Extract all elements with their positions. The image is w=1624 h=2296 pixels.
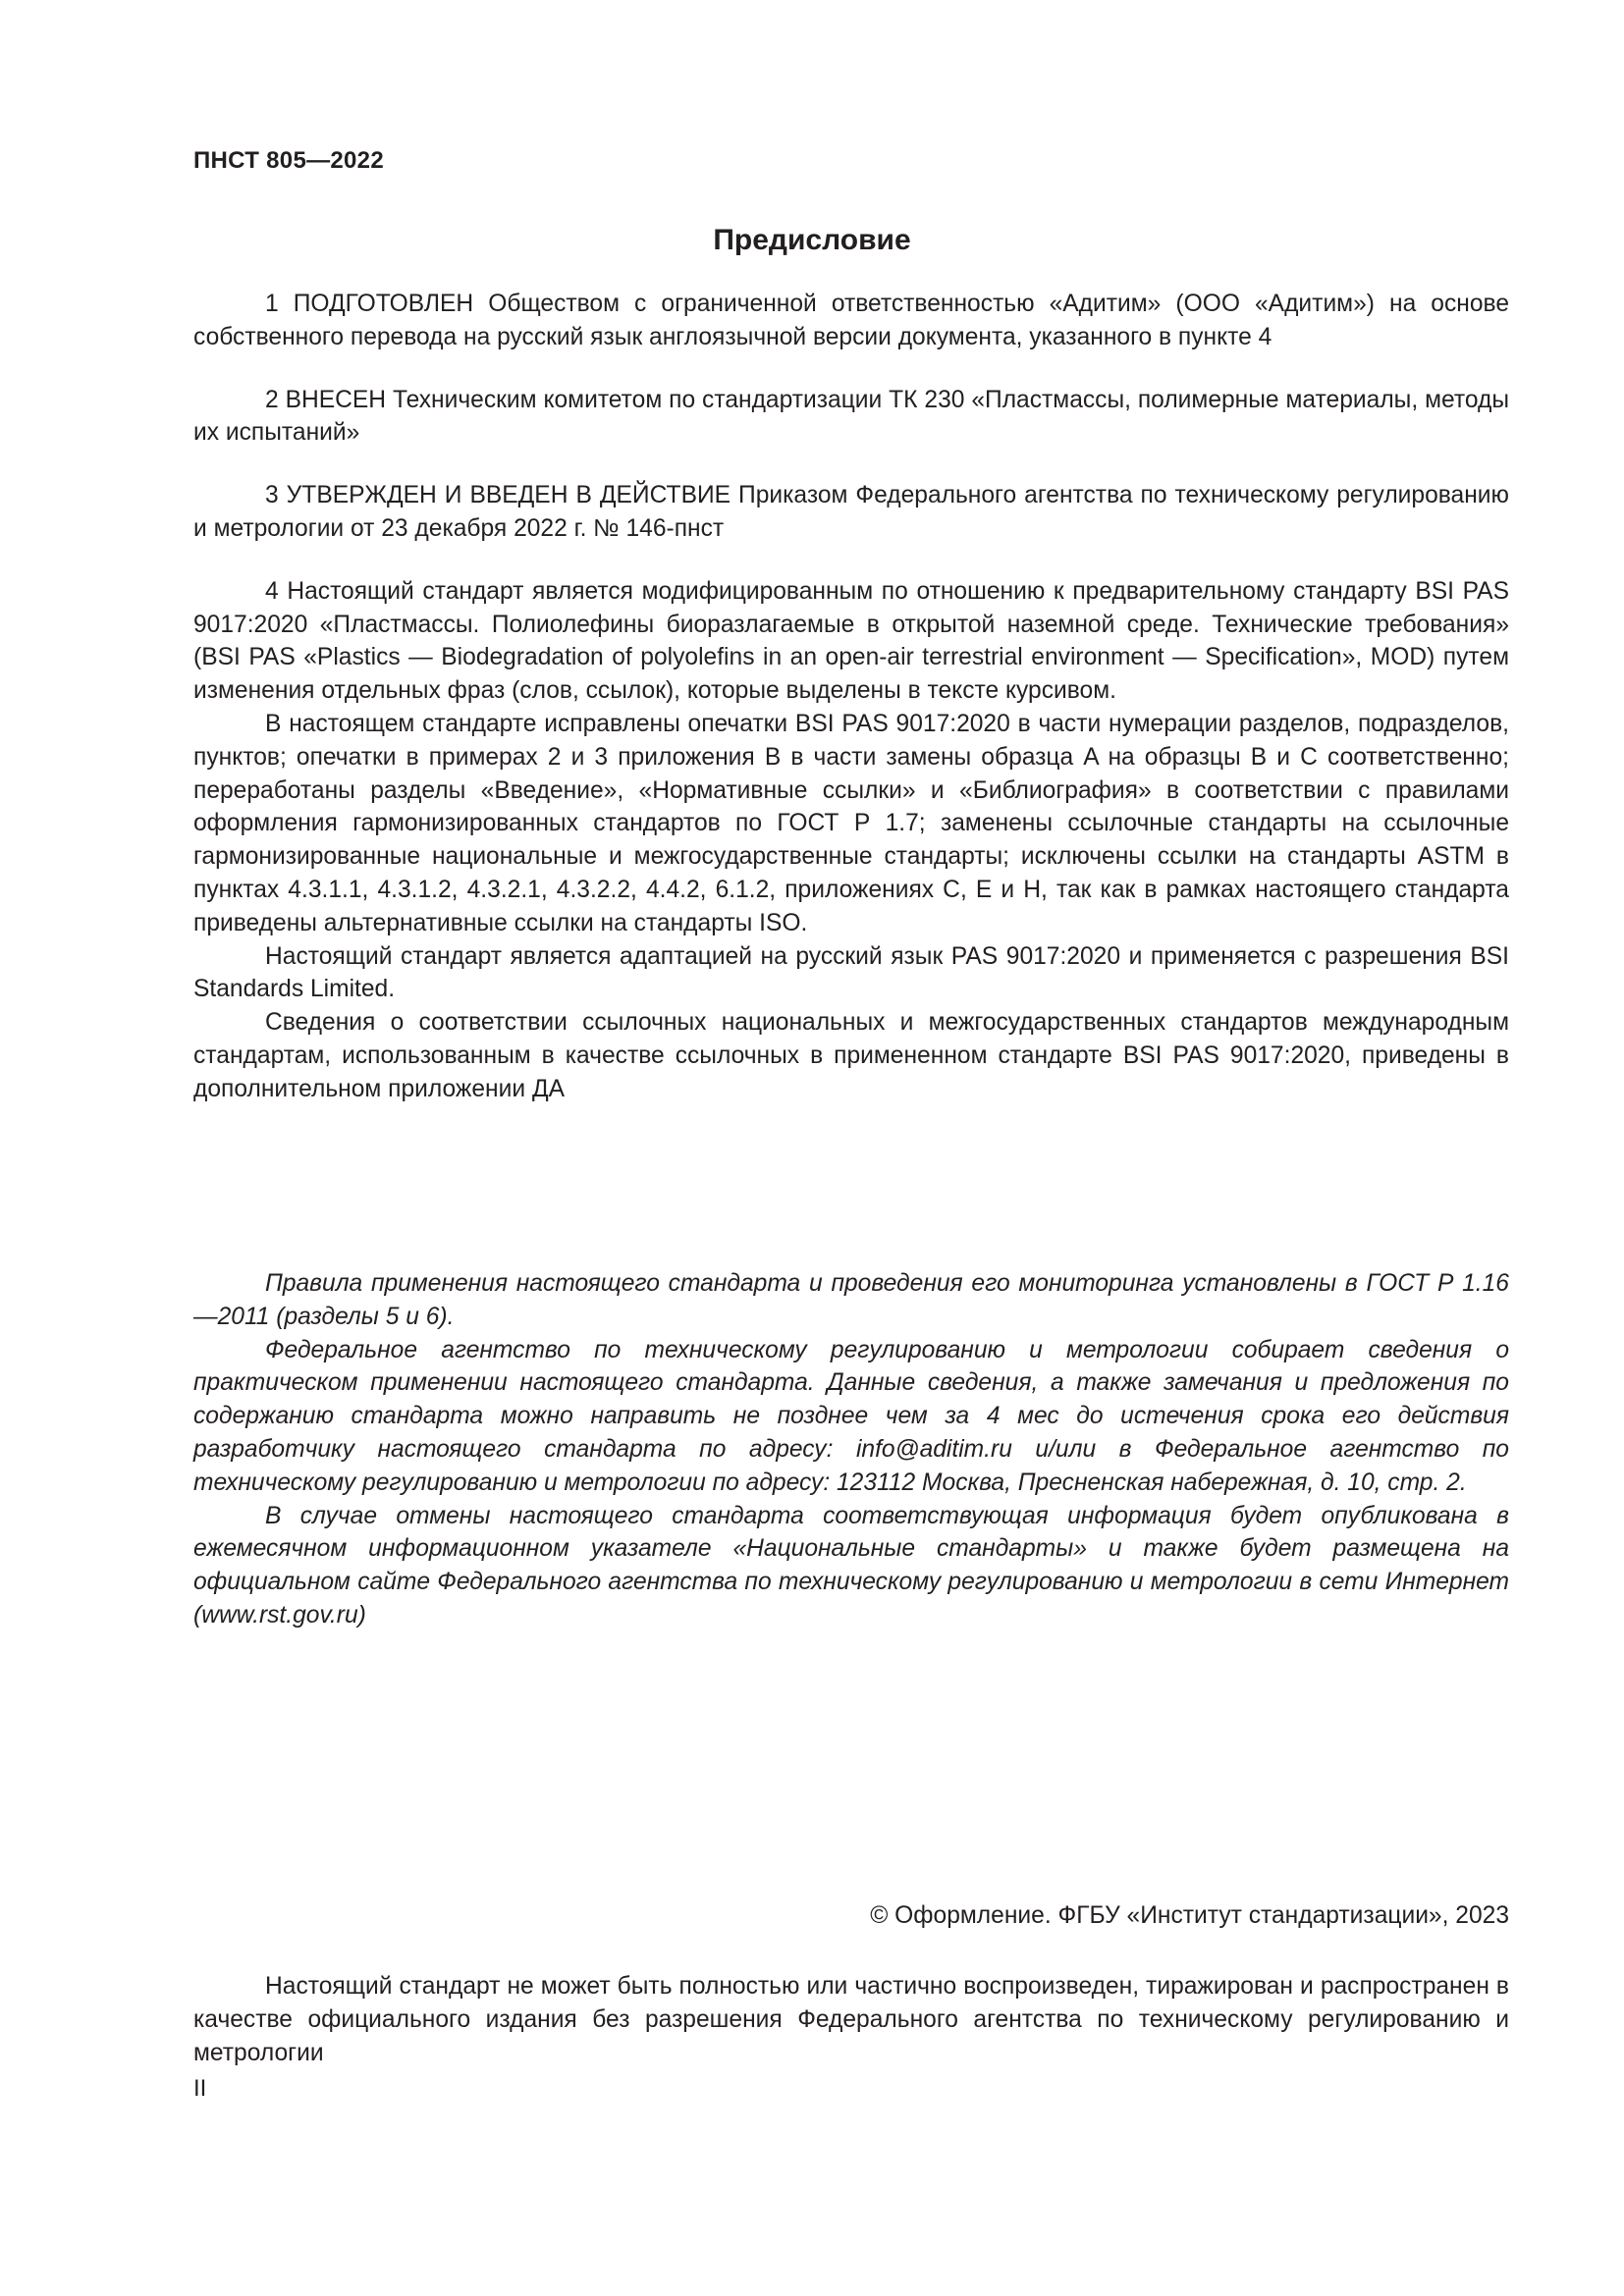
preface-item-2: 2 ВНЕСЕН Техническим комитетом по стандартизации ТК 230 «Пластмассы, полимерные материалы, методы их испытаний» — [193, 386, 1509, 447]
reproduction-restriction — [193, 1970, 1509, 2069]
preface-item-3: 3 УТВЕРЖДЕН И ВВЕДЕН В ДЕЙСТВИЕ Приказом Федерального агентства по техническому регулированию и метрологии от 23 декабря 2022 г. № 146-пнст — [193, 482, 1509, 542]
preface-paragraph-adaptation: Настоящий стандарт является адаптацией на русский язык PAS 9017:2020 и применяется с разрешения BSI Standards Limited. — [193, 942, 1509, 1003]
preface-paragraph-corrections: В настоящем стандарте исправлены опечатки BSI PAS 9017:2020 в части нумерации разделов, подразделов, пунктов; опечатки в примерах 2 и 3 приложения B в части замены образца A на образцы B и C соответственно; переработаны разделы «Введение», «Нормативные ссылки» и «Библиография» в соответствии с правилами оформления гармонизированных стандартов по ГОСТ Р 1.7; заменены ссылочные стандарты на ссылочные гармонизированные национальные и межгосударственные стандарты; исключены ссылки на стандарты ASTM в пунктах 4.3.1.1, 4.3.1.2, 4.3.2.1, 4.3.2.2, 4.4.2, 6.1.2, приложениях C, E и H, так как в рамках настоящего стандарта приведены альтернативные ссылки на стандарты ISO. — [193, 710, 1509, 936]
restriction-text: Настоящий стандарт не может быть полностью или частично воспроизведен, тиражирован и распространен в качестве официального издания без разрешения Федерального агентства по техническому регулированию и метрологии — [193, 1973, 1509, 2066]
preface-item-4: 4 Настоящий стандарт является модифицированным по отношению к предварительному стандарту BSI PAS 9017:2020 «Пластмассы. Полиолефины биоразлагаемые в открытой наземной среде. Технические требования» (BSI PAS «Plastics — Biodegradation of polyolefins in an open-air terrestrial environment — Specification», MOD) путем изменения отдельных фраз (слов, ссылок), которые выделены в тексте курсивом. — [193, 577, 1509, 705]
application-notes — [193, 1267, 1509, 1632]
note-rules: Правила применения настоящего стандарта и проведения его мониторинга установлены в ГОСТ Р 1.16—2011 (разделы 5 и 6). — [193, 1270, 1509, 1330]
preface-paragraph-references: Сведения о соответствии ссылочных национальных и межгосударственных стандартов международным стандартам, использованным в качестве ссылочных в примененном стандарте BSI PAS 9017:2020, приведены в дополнительном приложении ДА — [193, 1009, 1509, 1102]
note-feedback: Федеральное агентство по техническому регулированию и метрологии собирает сведения о практическом применении настоящего стандарта. Данные сведения, а также замечания и предложения по содержанию стандарта можно направить не позднее чем за 4 мес до истечения срока его действия разработчику настоящего стандарта по адресу: info@aditim.ru и/или в Федеральное агентство по техническому регулированию и метрологии по адресу: 123112 Москва, Пресненская набережная, д. 10, стр. 2. — [193, 1336, 1509, 1496]
page-number: II — [193, 2075, 207, 2102]
page-title: Предисловие — [713, 224, 911, 256]
document-code: ПНСТ 805—2022 — [193, 147, 384, 174]
copyright-line: © Оформление. ФГБУ «Институт стандартизации», 2023 — [870, 1902, 1509, 1929]
note-cancellation: В случае отмены настоящего стандарта соответствующая информация будет опубликована в ежемесячном информационном указателе «Национальные стандарты» и также будет размещена на официальном сайте Федерального агентства по техническому регулированию и метрологии в сети Интернет (www.rst.gov.ru) — [193, 1502, 1509, 1629]
preface-item-1: 1 ПОДГОТОВЛЕН Обществом с ограниченной ответственностью «Адитим» (ООО «Адитим») на основе собственного перевода на русский язык англоязычной версии документа, указанного в пункте 4 — [193, 291, 1509, 350]
preface-section — [193, 288, 1509, 1106]
